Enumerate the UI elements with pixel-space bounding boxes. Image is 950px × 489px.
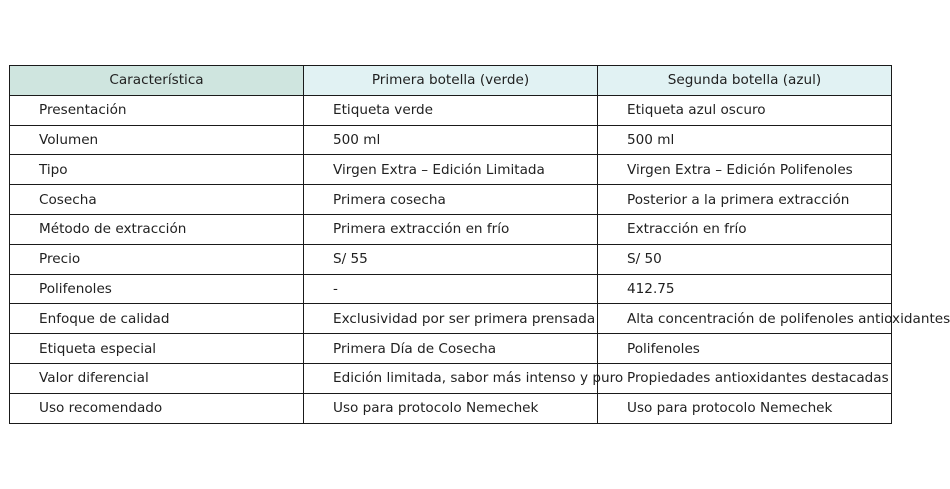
second-bottle-cell: Uso para protocolo Nemechek bbox=[598, 393, 892, 423]
second-bottle-cell: 500 ml bbox=[598, 125, 892, 155]
feature-cell: Método de extracción bbox=[10, 214, 304, 244]
second-bottle-cell: 412.75 bbox=[598, 274, 892, 304]
table-row bbox=[10, 363, 892, 393]
table-row bbox=[10, 393, 892, 423]
first-bottle-cell: Etiqueta verde bbox=[304, 95, 598, 125]
table-row bbox=[10, 95, 892, 125]
table-row bbox=[10, 155, 892, 185]
feature-cell: Polifenoles bbox=[10, 274, 304, 304]
table-row bbox=[10, 125, 892, 155]
table-body bbox=[10, 95, 950, 423]
first-bottle-cell: Primera Día de Cosecha bbox=[304, 334, 598, 364]
header-caracteristica: Característica bbox=[10, 66, 304, 96]
first-bottle-cell: 500 ml bbox=[304, 125, 598, 155]
second-bottle-cell: Extracción en frío bbox=[598, 214, 892, 244]
second-bottle-cell: Polifenoles bbox=[598, 334, 892, 364]
first-bottle-cell: Exclusividad por ser primera prensada bbox=[304, 304, 598, 334]
first-bottle-cell: Uso para protocolo Nemechek bbox=[304, 393, 598, 423]
first-bottle-cell: Virgen Extra – Edición Limitada bbox=[304, 155, 598, 185]
table-row bbox=[10, 334, 892, 364]
first-bottle-cell: - bbox=[304, 274, 598, 304]
first-bottle-cell: S/ 55 bbox=[304, 244, 598, 274]
table-header bbox=[10, 66, 892, 96]
second-bottle-cell: Posterior a la primera extracción bbox=[598, 185, 892, 215]
header-segunda-botella: Segunda botella (azul) bbox=[598, 66, 892, 96]
first-bottle-cell: Primera extracción en frío bbox=[304, 214, 598, 244]
table-row bbox=[10, 274, 892, 304]
table-row bbox=[10, 304, 892, 334]
table-row bbox=[10, 185, 892, 215]
table-row bbox=[10, 244, 892, 274]
second-bottle-cell: Virgen Extra – Edición Polifenoles bbox=[598, 155, 892, 185]
second-bottle-cell: Etiqueta azul oscuro bbox=[598, 95, 892, 125]
feature-cell: Etiqueta especial bbox=[10, 334, 304, 364]
first-bottle-cell: Primera cosecha bbox=[304, 185, 598, 215]
feature-cell: Cosecha bbox=[10, 185, 304, 215]
feature-cell: Volumen bbox=[10, 125, 304, 155]
second-bottle-cell: S/ 50 bbox=[598, 244, 892, 274]
first-bottle-cell: Edición limitada, sabor más intenso y puro bbox=[304, 363, 598, 393]
second-bottle-cell: Propiedades antioxidantes destacadas bbox=[598, 363, 892, 393]
feature-cell: Valor diferencial bbox=[10, 363, 304, 393]
feature-cell: Enfoque de calidad bbox=[10, 304, 304, 334]
header-primera-botella: Primera botella (verde) bbox=[304, 66, 598, 96]
table-row bbox=[10, 214, 892, 244]
second-bottle-cell: Alta concentración de polifenoles antioxidantes bbox=[598, 304, 892, 334]
feature-cell: Presentación bbox=[10, 95, 304, 125]
feature-cell: Uso recomendado bbox=[10, 393, 304, 423]
feature-cell: Precio bbox=[10, 244, 304, 274]
comparison-table bbox=[9, 65, 950, 424]
header-row bbox=[10, 66, 892, 96]
feature-cell: Tipo bbox=[10, 155, 304, 185]
